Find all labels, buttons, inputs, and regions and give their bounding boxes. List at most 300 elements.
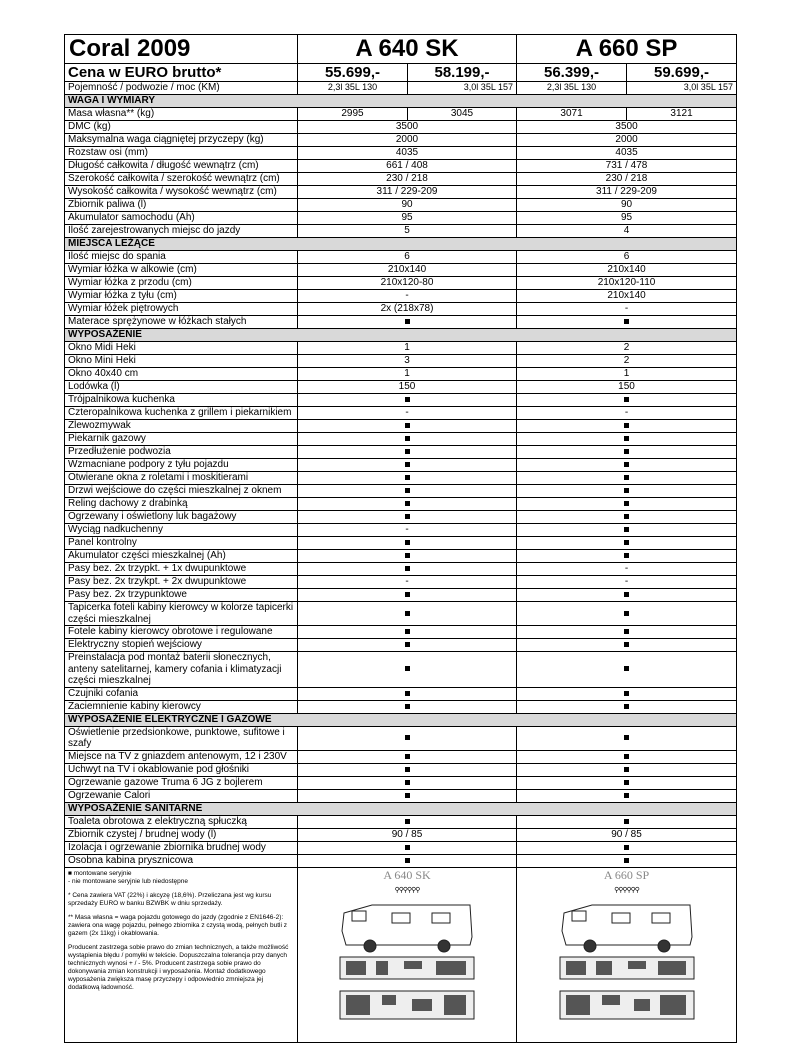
spec-row (65, 626, 737, 639)
spec-row (65, 160, 737, 173)
section-header (65, 713, 737, 726)
spec-label: Akumulator części mieszkalnej (Ah) (65, 550, 298, 563)
spec-label: Wysokość całkowita / wysokość wewnątrz (cm) (65, 186, 298, 199)
standard-mark (405, 553, 410, 558)
spec-label: Wymiar łóżek piętrowych (65, 303, 298, 316)
spec-label: Wymiar łóżka z przodu (cm) (65, 277, 298, 290)
spec-value (517, 602, 737, 626)
spec-value (298, 537, 517, 550)
spec-value: 210x140 (517, 264, 737, 277)
standard-mark (624, 704, 629, 709)
section-header (65, 329, 737, 342)
spec-value (517, 485, 737, 498)
spec-value: 5 (298, 225, 517, 238)
spec-row (65, 225, 737, 238)
page-title: Coral 2009 (65, 35, 298, 64)
spec-value: 2000 (517, 134, 737, 147)
spec-label: Długość całkowita / długość wewnątrz (cm) (65, 160, 298, 173)
footer-notes (65, 867, 298, 1042)
standard-mark (624, 514, 629, 519)
spec-value: 3500 (517, 121, 737, 134)
spec-label: Maksymalna waga ciągniętej przyczepy (kg) (65, 134, 298, 147)
spec-value: 2 (517, 355, 737, 368)
spec-value (298, 316, 517, 329)
standard-mark (405, 423, 410, 428)
standard-mark (405, 488, 410, 493)
header-row (65, 35, 737, 64)
spec-value (517, 841, 737, 854)
spec-row (65, 199, 737, 212)
spec-value (517, 687, 737, 700)
spec-value (517, 537, 737, 550)
section-header (65, 95, 737, 108)
spec-label: Tapicerka foteli kabiny kierowcy w kolorze tapicerki części mieszkalnej (65, 602, 298, 626)
legend-not-available: - nie montowane seryjnie lub niedostępne (68, 877, 188, 885)
spec-row (65, 498, 737, 511)
spec-value: 1 (298, 342, 517, 355)
spec-value: - (517, 576, 737, 589)
spec-label: Akumulator samochodu (Ah) (65, 212, 298, 225)
spec-row (65, 121, 737, 134)
standard-mark (405, 858, 410, 863)
spec-value: 6 (517, 251, 737, 264)
section-header (65, 238, 737, 251)
spec-value (298, 498, 517, 511)
legend-standard: ■ montowane seryjnie (68, 869, 132, 877)
spec-value: - (517, 563, 737, 576)
spec-value: - (517, 303, 737, 316)
spec-value: 4 (517, 225, 737, 238)
spec-value: - (298, 576, 517, 589)
standard-mark (624, 691, 629, 696)
section-title: WAGA I WYMIARY (65, 95, 737, 108)
spec-value: 150 (517, 381, 737, 394)
spec-row (65, 433, 737, 446)
standard-mark (624, 666, 629, 671)
price-cell: 56.399,- (517, 64, 627, 82)
spec-row (65, 537, 737, 550)
spec-row (65, 459, 737, 472)
spec-row (65, 750, 737, 763)
spec-value: 3 (298, 355, 517, 368)
spec-value (517, 446, 737, 459)
spec-value (298, 652, 517, 688)
standard-mark (405, 475, 410, 480)
spec-label: Ogrzewanie Calori (65, 789, 298, 802)
spec-row (65, 394, 737, 407)
spec-value: 1 (298, 368, 517, 381)
spec-label: Oświetlenie przedsionkowe, punktowe, sufitowe i szafy (65, 726, 298, 750)
standard-mark (624, 611, 629, 616)
spec-value: 90 (517, 199, 737, 212)
standard-mark (624, 397, 629, 402)
spec-label: Okno 40x40 cm (65, 368, 298, 381)
spec-value (298, 511, 517, 524)
standard-mark (624, 592, 629, 597)
price-cell: 55.699,- (298, 64, 408, 82)
spec-value (517, 498, 737, 511)
standard-mark (624, 642, 629, 647)
spec-value (517, 750, 737, 763)
spec-row (65, 212, 737, 225)
spec-value: 3045 (408, 108, 517, 121)
spec-value: 210x120-80 (298, 277, 517, 290)
section-title: WYPOSAŻENIE ELEKTRYCZNE I GAZOWE (65, 713, 737, 726)
standard-mark (624, 767, 629, 772)
standard-mark (405, 514, 410, 519)
spec-value (517, 776, 737, 789)
spec-value: 4035 (298, 147, 517, 160)
spec-row (65, 134, 737, 147)
spec-label: Otwierane okna z roletami i moskitierami (65, 472, 298, 485)
spec-value: 95 (298, 212, 517, 225)
spec-row (65, 446, 737, 459)
spec-value (517, 433, 737, 446)
standard-mark (405, 540, 410, 545)
spec-value: 661 / 408 (298, 160, 517, 173)
section-header (65, 802, 737, 815)
spec-label: Preinstalacja pod montaż baterii słonecznych, anteny satelitarnej, kamery cofania i klimatyzacji części mieszkalnej (65, 652, 298, 688)
standard-mark (624, 629, 629, 634)
standard-mark (624, 845, 629, 850)
spec-value: 3500 (298, 121, 517, 134)
standard-mark (624, 540, 629, 545)
spec-value: 95 (517, 212, 737, 225)
standard-mark (624, 475, 629, 480)
model-a-illustration (298, 867, 517, 1042)
spec-label: Wzmacniane podpory z tyłu pojazdu (65, 459, 298, 472)
spec-row (65, 687, 737, 700)
spec-table (64, 34, 737, 1043)
spec-value (517, 854, 737, 867)
standard-mark (624, 553, 629, 558)
spec-value (517, 394, 737, 407)
spec-value (298, 639, 517, 652)
spec-row (65, 511, 737, 524)
spec-value: 311 / 229-209 (298, 186, 517, 199)
spec-label: Materace sprężynowe w łóżkach stałych (65, 316, 298, 329)
spec-value (517, 550, 737, 563)
spec-value (517, 626, 737, 639)
spec-label: Ilość zarejestrowanych miejsc do jazdy (65, 225, 298, 238)
spec-row (65, 108, 737, 121)
standard-mark (405, 691, 410, 696)
spec-label: Reling dachowy z drabinką (65, 498, 298, 511)
spec-value: 311 / 229-209 (517, 186, 737, 199)
spec-value: 2000 (298, 134, 517, 147)
spec-label: Ogrzewany i oświetlony luk bagażowy (65, 511, 298, 524)
spec-row (65, 251, 737, 264)
standard-mark (624, 501, 629, 506)
standard-mark (405, 666, 410, 671)
spec-row (65, 854, 737, 867)
standard-mark (405, 397, 410, 402)
spec-label: Panel kontrolny (65, 537, 298, 550)
price-row (65, 64, 737, 82)
spec-value: - (298, 524, 517, 537)
standard-mark (624, 735, 629, 740)
standard-mark (624, 793, 629, 798)
spec-value: 2 (517, 342, 737, 355)
standard-mark (405, 449, 410, 454)
spec-value (298, 602, 517, 626)
standard-mark (624, 462, 629, 467)
spec-label: Wyciąg nadkuchenny (65, 524, 298, 537)
standard-mark (624, 527, 629, 532)
spec-label: Szerokość całkowita / szerokość wewnątrz (cm) (65, 173, 298, 186)
standard-mark (624, 780, 629, 785)
model-b-title: A 660 SP (517, 35, 737, 64)
seats-icon: ⚲⚲⚲⚲⚲⚲ (394, 887, 420, 894)
spec-label: Pasy bez. 2x trzypunktowe (65, 589, 298, 602)
spec-row (65, 147, 737, 160)
spec-label: Przedłużenie podwozia (65, 446, 298, 459)
spec-label: Zbiornik czystej / brudnej wody (l) (65, 828, 298, 841)
spec-value: 90 (298, 199, 517, 212)
spec-value: 2x (218x78) (298, 303, 517, 316)
spec-value (298, 472, 517, 485)
spec-label: Pasy bez. 2x trzykpt. + 2x dwupunktowe (65, 576, 298, 589)
spec-row (65, 652, 737, 688)
mass-footnote: ** Masa własna = waga pojazdu gotowego do jazdy (zgodnie z EN1646-2): zawiera ona wagę pojazdu, pełnego zbiornika z czystą wodą, pełnych butli z gazem (2x 11kg) i okablowania. (68, 913, 287, 937)
standard-mark (405, 592, 410, 597)
spec-value (517, 420, 737, 433)
spec-value (517, 316, 737, 329)
spec-value: 230 / 218 (298, 173, 517, 186)
spec-label: Toaleta obrotowa z elektryczną spłuczką (65, 815, 298, 828)
spec-row (65, 602, 737, 626)
spec-row (65, 550, 737, 563)
spec-value: 150 (298, 381, 517, 394)
spec-value: - (517, 407, 737, 420)
standard-mark (624, 488, 629, 493)
spec-value (298, 687, 517, 700)
spec-value (517, 815, 737, 828)
spec-value: 2995 (298, 108, 408, 121)
spec-row (65, 407, 737, 420)
spec-row (65, 303, 737, 316)
standard-mark (405, 793, 410, 798)
spec-label: Masa własna** (kg) (65, 108, 298, 121)
standard-mark (405, 754, 410, 759)
spec-label: Wymiar łóżka w alkowie (cm) (65, 264, 298, 277)
spec-label: Zaciemnienie kabiny kierowcy (65, 700, 298, 713)
spec-value (517, 589, 737, 602)
standard-mark (405, 780, 410, 785)
spec-row (65, 828, 737, 841)
spec-value (298, 789, 517, 802)
price-footnote: * Cena zawiera VAT (22%) i akcyzę (18,6%). Przeliczana jest wg kursu sprzedaży EURO w banku BZWBK w dniu sprzedaży. (68, 891, 272, 907)
spec-value (298, 589, 517, 602)
spec-value: 1 (517, 368, 737, 381)
engine-cell: 2,3l 35L 130 (517, 82, 627, 95)
model-b-caption: A 660 SP (603, 867, 650, 882)
standard-mark (405, 319, 410, 324)
spec-value (298, 420, 517, 433)
spec-value (517, 524, 737, 537)
spec-label: Osobna kabina prysznicowa (65, 854, 298, 867)
spec-row (65, 355, 737, 368)
price-cell: 59.699,- (627, 64, 737, 82)
spec-row (65, 264, 737, 277)
standard-mark (624, 319, 629, 324)
spec-row (65, 472, 737, 485)
spec-row (65, 277, 737, 290)
standard-mark (405, 462, 410, 467)
standard-mark (405, 436, 410, 441)
section-title: MIEJSCA LEŻĄCE (65, 238, 737, 251)
spec-value (298, 485, 517, 498)
engine-cell: 3,0l 35L 157 (408, 82, 517, 95)
spec-row (65, 186, 737, 199)
standard-mark (624, 754, 629, 759)
spec-value (517, 511, 737, 524)
spec-value: 210x120-110 (517, 277, 737, 290)
section-title: WYPOSAŻENIE (65, 329, 737, 342)
standard-mark (624, 858, 629, 863)
spec-label: Elektryczny stopień wejściowy (65, 639, 298, 652)
spec-value: 230 / 218 (517, 173, 737, 186)
spec-value: 4035 (517, 147, 737, 160)
spec-value (298, 815, 517, 828)
disclaimer: Producent zastrzega sobie prawo do zmian technicznych, a także możliwość wystąpienia błędu / pomyłki w tekście. Dopuszczalna tolerancja przy danych technicznych wynosi + / - 5%. Producent zastrzega sobie prawo do dokonywania zmian konstrukcji i wyposażenia. Montaż dodatkowego wyposażenia zwiększa masę przyczepy i odpowiednio zmniejsza jej dodatkową ładowność. (68, 943, 289, 991)
spec-row (65, 726, 737, 750)
standard-mark (405, 501, 410, 506)
spec-label: Fotele kabiny kierowcy obrotowe i regulowane (65, 626, 298, 639)
spec-row (65, 815, 737, 828)
spec-row (65, 342, 737, 355)
standard-mark (405, 845, 410, 850)
spec-value (298, 626, 517, 639)
spec-value (517, 789, 737, 802)
spec-label: Izolacja i ogrzewanie zbiornika brudnej wody (65, 841, 298, 854)
spec-value (517, 763, 737, 776)
spec-value (298, 563, 517, 576)
spec-row (65, 316, 737, 329)
spec-label: Zlewozmywak (65, 420, 298, 433)
spec-value: - (298, 290, 517, 303)
standard-mark (405, 629, 410, 634)
spec-label: Okno Mini Heki (65, 355, 298, 368)
spec-value: 90 / 85 (298, 828, 517, 841)
standard-mark (405, 819, 410, 824)
spec-value (298, 446, 517, 459)
standard-mark (405, 704, 410, 709)
spec-label: Okno Midi Heki (65, 342, 298, 355)
price-cell: 58.199,- (408, 64, 517, 82)
standard-mark (624, 449, 629, 454)
spec-row (65, 173, 737, 186)
spec-value (298, 433, 517, 446)
spec-row (65, 524, 737, 537)
spec-label: Zbiornik paliwa (l) (65, 199, 298, 212)
engine-cell: 2,3l 35L 130 (298, 82, 408, 95)
spec-label: Ilość miejsc do spania (65, 251, 298, 264)
spec-value: 210x140 (298, 264, 517, 277)
spec-value (298, 763, 517, 776)
spec-value (517, 639, 737, 652)
price-label: Cena w EURO brutto* (65, 64, 298, 82)
spec-sheet (64, 34, 736, 1043)
spec-value (517, 652, 737, 688)
spec-value (298, 841, 517, 854)
spec-row (65, 381, 737, 394)
spec-row (65, 789, 737, 802)
spec-value (517, 459, 737, 472)
spec-value (517, 472, 737, 485)
spec-value (517, 726, 737, 750)
spec-row (65, 485, 737, 498)
spec-label: Wymiar łóżka z tyłu (cm) (65, 290, 298, 303)
spec-label: Drzwi wejściowe do części mieszkalnej z oknem (65, 485, 298, 498)
spec-row (65, 576, 737, 589)
spec-value (298, 776, 517, 789)
spec-label: Lodówka (l) (65, 381, 298, 394)
standard-mark (405, 611, 410, 616)
standard-mark (405, 767, 410, 772)
spec-value (298, 394, 517, 407)
spec-value (298, 726, 517, 750)
spec-value: 90 / 85 (517, 828, 737, 841)
standard-mark (624, 436, 629, 441)
spec-row (65, 420, 737, 433)
spec-label: Czteropalnikowa kuchenka z grillem i piekarnikiem (65, 407, 298, 420)
standard-mark (405, 642, 410, 647)
section-title: WYPOSAŻENIE SANITARNE (65, 802, 737, 815)
spec-label: Czujniki cofania (65, 687, 298, 700)
spec-value: 3121 (627, 108, 737, 121)
spec-value (517, 700, 737, 713)
spec-row (65, 776, 737, 789)
spec-row (65, 589, 737, 602)
footer-row (65, 867, 737, 1042)
engine-label: Pojemność / podwozie / moc (KM) (65, 82, 298, 95)
spec-label: Ogrzewanie gazowe Truma 6 JG z bojlerem (65, 776, 298, 789)
spec-label: Pasy bez. 2x trzypkt. + 1x dwupunktowe (65, 563, 298, 576)
spec-value (298, 459, 517, 472)
spec-value (298, 750, 517, 763)
spec-label: Rozstaw osi (mm) (65, 147, 298, 160)
spec-label: Piekarnik gazowy (65, 433, 298, 446)
spec-value: 3071 (517, 108, 627, 121)
model-b-illustration (517, 867, 737, 1042)
spec-label: Miejsce na TV z gniazdem antenowym, 12 i 230V (65, 750, 298, 763)
seats-icon: ⚲⚲⚲⚲⚲⚲ (614, 887, 639, 894)
spec-value: - (298, 407, 517, 420)
standard-mark (405, 566, 410, 571)
engine-cell: 3,0l 35L 157 (627, 82, 737, 95)
spec-value (298, 700, 517, 713)
spec-label: Trójpalnikowa kuchenka (65, 394, 298, 407)
spec-value (298, 854, 517, 867)
spec-value: 731 / 478 (517, 160, 737, 173)
standard-mark (624, 423, 629, 428)
spec-label: DMC (kg) (65, 121, 298, 134)
spec-row (65, 639, 737, 652)
spec-row (65, 763, 737, 776)
engine-row (65, 82, 737, 95)
spec-row (65, 841, 737, 854)
spec-value: 6 (298, 251, 517, 264)
spec-row (65, 290, 737, 303)
spec-row (65, 563, 737, 576)
motorhome-b-drawing (552, 899, 702, 1024)
standard-mark (405, 735, 410, 740)
motorhome-a-drawing (332, 899, 482, 1024)
model-a-title: A 640 SK (298, 35, 517, 64)
model-a-caption: A 640 SK (383, 867, 431, 882)
spec-label: Uchwyt na TV i okablowanie pod głośniki (65, 763, 298, 776)
